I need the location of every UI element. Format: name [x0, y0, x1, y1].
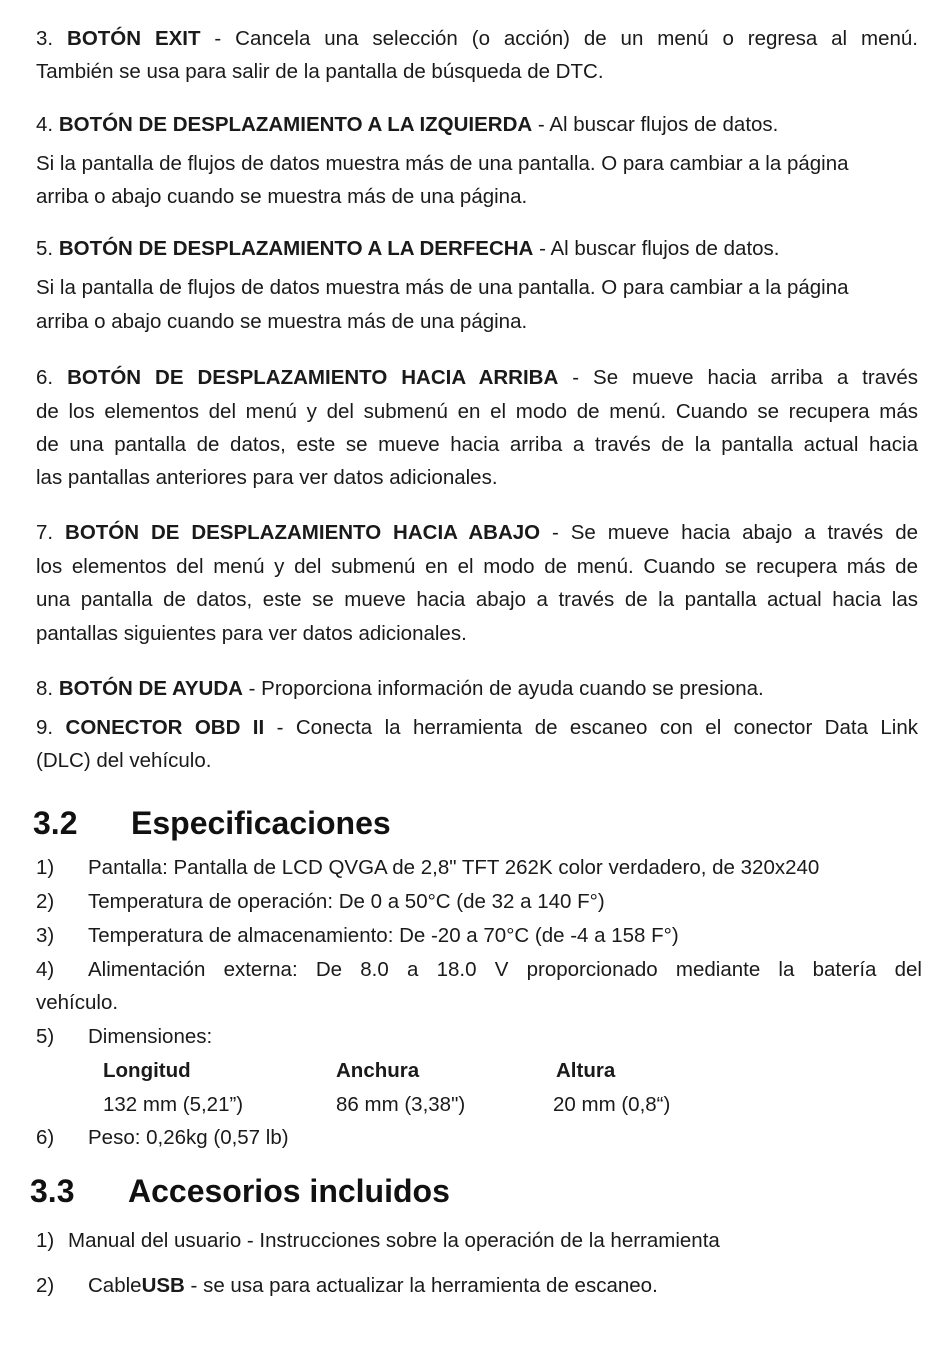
item-4-line-3: arriba o abajo cuando se muestra más de una página. [36, 185, 528, 208]
spec-number: 1) [36, 856, 55, 879]
item-text: - Al buscar flujos de datos. [537, 113, 779, 136]
item-6-line-4: las pantallas anteriores para ver datos adicionales. [36, 466, 498, 489]
item-text: - Se mueve hacia arriba a través [572, 366, 919, 389]
item-text: - Proporciona información de ayuda cuando se presiona. [248, 677, 764, 700]
item-text: - Cancela una selección (o acción) de un menú o regresa al menú. [214, 27, 918, 50]
accessory-bold-text: USB [141, 1274, 185, 1297]
spec-item-6 [36, 1121, 922, 1154]
item-number: 6. [36, 366, 54, 389]
accessory-number: 1) [36, 1229, 55, 1252]
accessory-text: Manual del usuario - Instrucciones sobre la operación de la herramienta [68, 1229, 720, 1252]
item-7-line-4: pantallas siguientes para ver datos adicionales. [36, 622, 467, 645]
section-number: 3.2 [33, 805, 78, 841]
spec-text: Pantalla: Pantalla de LCD QVGA de 2,8" TFT 262K color verdadero, de 320x240 [88, 856, 820, 879]
item-number: 4. [36, 113, 54, 136]
dimension-header-height: Altura [556, 1059, 616, 1082]
accessory-item-1 [36, 1224, 922, 1257]
dimension-header-length: Longitud [103, 1059, 191, 1082]
spec-text: Alimentación externa: De 8.0 a 18.0 V proporcionado mediante la batería del [88, 958, 922, 981]
item-text: - Conecta la herramienta de escaneo con el conector Data Link [276, 716, 918, 739]
section-title: Especificaciones [131, 805, 391, 841]
spec-text: Temperatura de operación: De 0 a 50°C (de 32 a 140 F°) [88, 890, 605, 913]
item-title: BOTÓN DE AYUDA [58, 677, 243, 700]
section-number: 3.3 [30, 1173, 75, 1209]
section-heading-accessories [30, 1171, 450, 1211]
item-6-line-3: de una pantalla de datos, este se mueve hacia arriba a través de la pantalla actual hacia [36, 433, 918, 456]
item-6-line-1 [36, 361, 918, 394]
dimension-value-height: 20 mm (0,8“) [553, 1093, 671, 1116]
spec-item-5 [36, 1020, 922, 1053]
dimension-header-width: Anchura [336, 1059, 420, 1082]
spec-number: 5) [36, 1025, 55, 1048]
item-9-line-2: (DLC) del vehículo. [36, 749, 212, 772]
section-title: Accesorios incluidos [128, 1173, 450, 1209]
spec-number: 4) [36, 958, 55, 981]
item-number: 9. [36, 716, 54, 739]
spec-item-4-cont: vehículo. [36, 991, 119, 1014]
spec-item-4 [36, 953, 922, 986]
item-title: BOTÓN EXIT [67, 27, 201, 50]
item-6-line-2: de los elementos del menú y del submenú en el modo de menú. Cuando se recupera más [36, 400, 918, 423]
item-4-line-2: Si la pantalla de flujos de datos muestra más de una pantalla. O para cambiar a la página [36, 152, 849, 175]
dimension-value-width: 86 mm (3,38") [336, 1093, 466, 1116]
item-title: CONECTOR OBD II [65, 716, 265, 739]
item-title: BOTÓN DE DESPLAZAMIENTO A LA IZQUIERDA [58, 113, 533, 136]
spec-number: 2) [36, 890, 55, 913]
section-heading-specifications [33, 803, 391, 843]
item-title: BOTÓN DE DESPLAZAMIENTO HACIA ARRIBA [67, 366, 559, 389]
spec-number: 3) [36, 924, 55, 947]
spec-number: 6) [36, 1126, 55, 1149]
item-number: 7. [36, 521, 54, 544]
accessory-text: - se usa para actualizar la herramienta de escaneo. [184, 1274, 658, 1297]
item-3-line-2: También se usa para salir de la pantalla de búsqueda de DTC. [36, 60, 604, 83]
item-text: - Se mueve hacia abajo a través de [552, 521, 918, 544]
item-text: - Al buscar flujos de datos. [539, 237, 780, 260]
spec-text: Dimensiones: [88, 1025, 213, 1048]
item-5-line-3: arriba o abajo cuando se muestra más de una página. [36, 310, 528, 333]
item-7-line-1 [36, 516, 918, 549]
item-8-line-1 [36, 672, 918, 705]
spec-item-2 [36, 885, 922, 918]
accessory-text: Cable [88, 1274, 142, 1297]
spec-text: Temperatura de almacenamiento: De -20 a 70°C (de -4 a 158 F°) [88, 924, 679, 947]
item-title: BOTÓN DE DESPLAZAMIENTO A LA DERFECHA [58, 237, 534, 260]
spec-item-1 [36, 851, 922, 884]
item-7-line-3: una pantalla de datos, este se mueve hacia abajo a través de la pantalla actual hacia las [36, 588, 918, 611]
item-number: 8. [36, 677, 54, 700]
item-4-line-1 [36, 108, 918, 141]
item-number: 3. [36, 27, 54, 50]
spec-text: Peso: 0,26kg (0,57 lb) [88, 1126, 289, 1149]
accessory-item-2 [36, 1269, 922, 1302]
item-number: 5. [36, 237, 54, 260]
item-9-line-1 [36, 711, 918, 744]
item-3-line-1 [36, 22, 918, 55]
dimension-value-length: 132 mm (5,21”) [103, 1093, 244, 1116]
item-title: BOTÓN DE DESPLAZAMIENTO HACIA ABAJO [65, 521, 541, 544]
item-5-line-2: Si la pantalla de flujos de datos muestra más de una pantalla. O para cambiar a la página [36, 276, 849, 299]
spec-item-3 [36, 919, 922, 952]
accessory-number: 2) [36, 1274, 55, 1297]
item-7-line-2: los elementos del menú y del submenú en el modo de menú. Cuando se recupera más de [36, 555, 918, 578]
item-5-line-1 [36, 232, 918, 265]
